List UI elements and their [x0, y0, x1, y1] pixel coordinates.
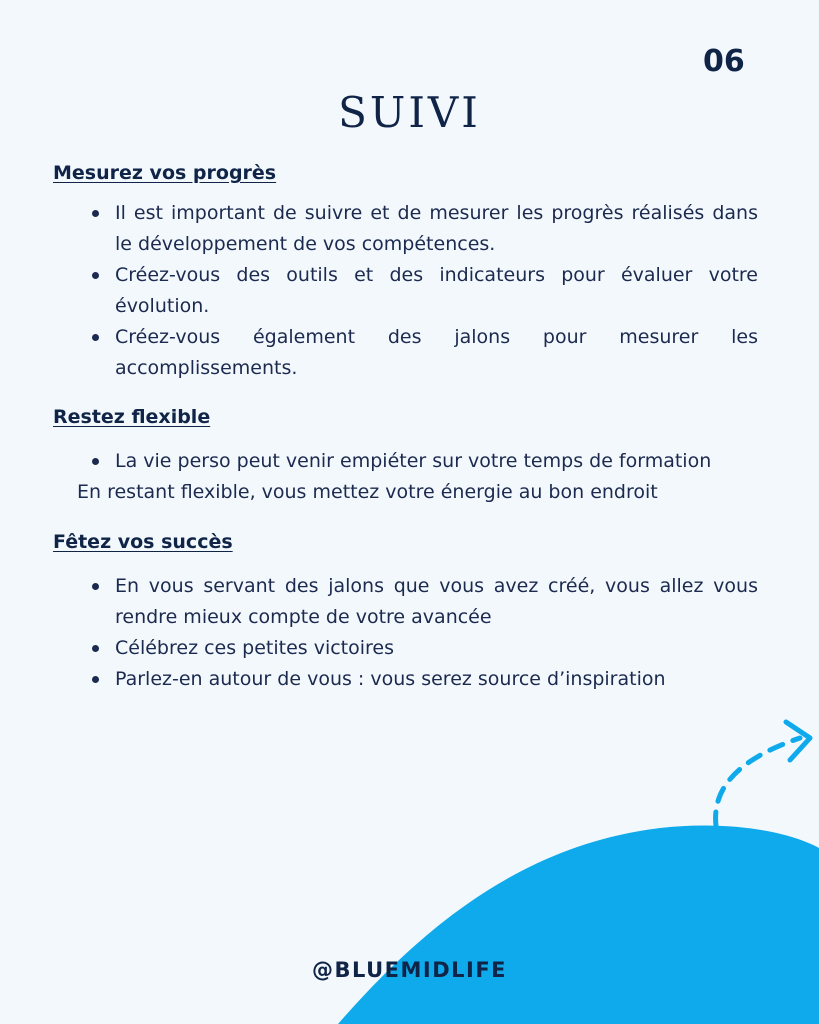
section-heading-success: Fêtez vos succès [53, 531, 233, 553]
list-item: Créez-vous des outils et des indicateurs pour évaluer votre évolution. [90, 260, 758, 322]
footer-handle: @BLUEMIDLIFE [311, 958, 508, 982]
list-item: Célébrez ces petites victoires [90, 633, 758, 664]
section-heading-flexible: Restez flexible [53, 406, 211, 428]
list-item: La vie perso peut venir empiéter sur votre temps de formation [90, 446, 758, 477]
blue-wave-blob [338, 825, 819, 1024]
list-item: Créez-vous également des jalons pour mesurer les accomplissements. [90, 322, 758, 384]
bullet-list-success [90, 571, 758, 695]
section-heading-progress: Mesurez vos progrès [53, 162, 277, 184]
list-item: En vous servant des jalons que vous avez créé, vous allez vous rendre mieux compte de votre avancée [90, 571, 758, 633]
bullet-list-progress [90, 198, 758, 384]
bullet-list-flexible [90, 446, 758, 477]
page-title: SUIVI [338, 88, 481, 137]
page-number: 06 [703, 44, 745, 79]
list-item: Parlez-en autour de vous : vous serez source d’inspiration [90, 664, 758, 695]
list-item: Il est important de suivre et de mesurer les progrès réalisés dans le développement de vos compétences. [90, 198, 758, 260]
flexible-note: En restant flexible, vous mettez votre énergie au bon endroit [77, 481, 658, 503]
dashed-arrow-curve [716, 738, 800, 826]
